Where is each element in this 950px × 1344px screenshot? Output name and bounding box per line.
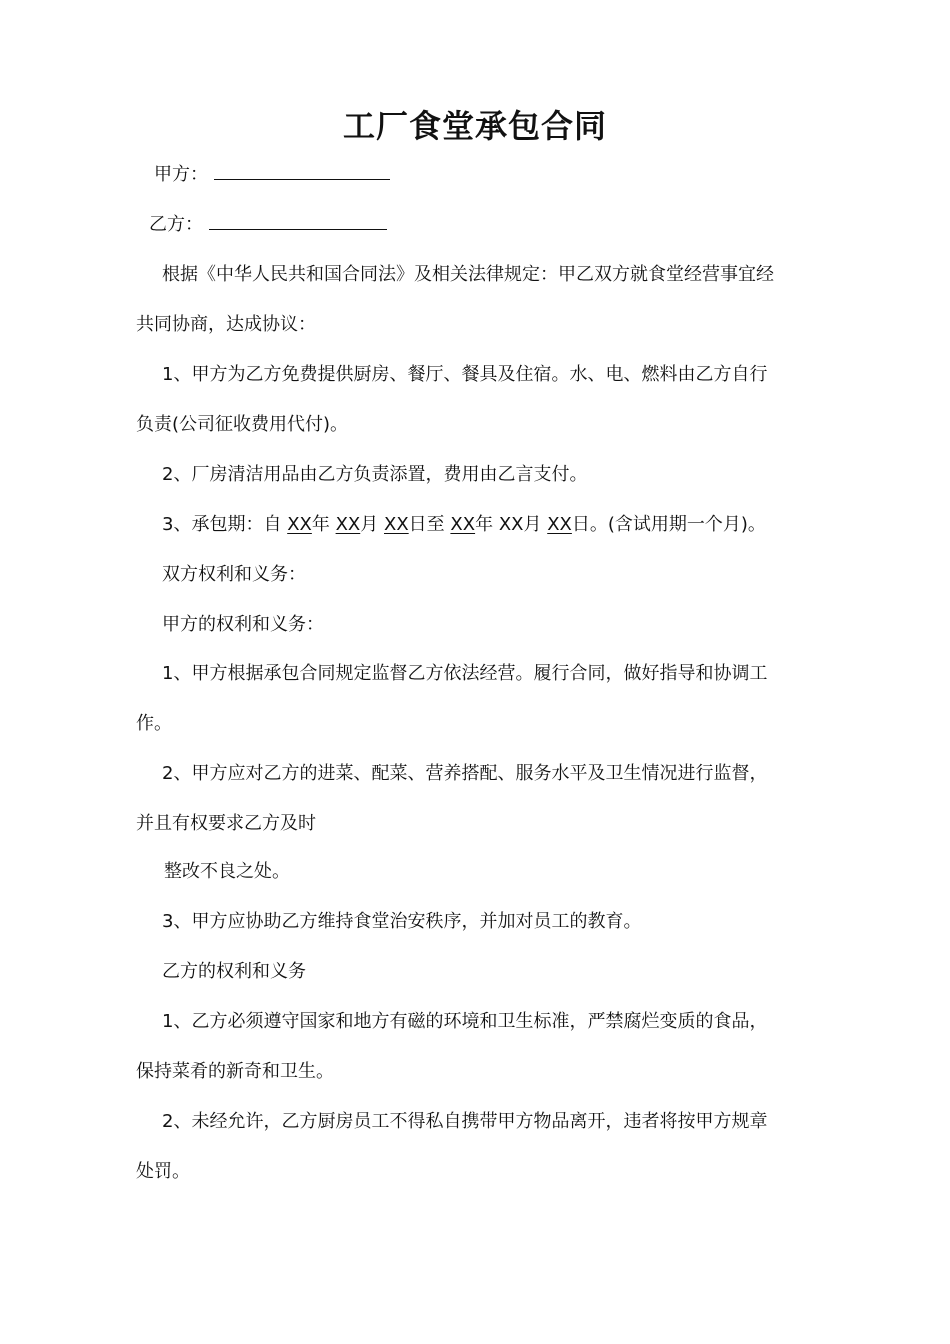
- b-item-2-line-1: 2、未经允许，乙方厨房员工不得私自携带甲方物品离开，违者将按甲方规章: [162, 1111, 768, 1132]
- month-label: 月: [360, 514, 379, 535]
- clause-3: [162, 511, 766, 539]
- party-b-line: [149, 211, 387, 239]
- month-label: 月: [523, 514, 542, 535]
- b-item-1-line-1: 1、乙方必须遵守国家和地方有磁的环境和卫生标准，严禁腐烂变质的食品，: [162, 1011, 768, 1032]
- intro-line-1: 根据《中华人民共和国合同法》及相关法律规定：甲乙双方就食堂经营事宜经: [162, 264, 774, 285]
- party-b-blank: [209, 211, 387, 230]
- a-item-2-line-1: 2、甲方应对乙方的进菜、配菜、营养搭配、服务水平及卫生情况进行监督，: [162, 763, 768, 784]
- placeholder-xx: XX: [384, 514, 409, 535]
- placeholder-xx: XX: [547, 514, 572, 535]
- placeholder-xx: XX: [335, 514, 361, 535]
- a-item-2-line-2: 并且有权要求乙方及时: [136, 813, 316, 834]
- year-label: 年: [311, 514, 330, 535]
- b-item-1-line-2: 保持菜肴的新奇和卫生。: [136, 1061, 334, 1082]
- a-item-1-line-2: 作。: [136, 713, 172, 734]
- clause-1-line-2: 负责(公司征收费用代付)。: [136, 414, 349, 435]
- a-item-2-line-3: 整改不良之处。: [164, 861, 290, 882]
- a-item-1-line-1: 1、甲方根据承包合同规定监督乙方依法经营。履行合同，做好指导和协调工: [162, 663, 768, 684]
- party-a-heading: 甲方的权利和义务：: [162, 614, 324, 635]
- clause-3-suffix: 日。(含试用期一个月)。: [571, 514, 766, 535]
- document-title: 工厂食堂承包合同: [342, 107, 607, 145]
- placeholder-xx-plain: XX: [498, 514, 524, 535]
- a-item-3: 3、甲方应协助乙方维持食堂治安秩序，并加对员工的教育。: [162, 911, 642, 932]
- clause-3-prefix: 3、承包期：自: [162, 514, 282, 535]
- party-b-heading: 乙方的权利和义务: [162, 961, 306, 982]
- clause-1-line-1: 1、甲方为乙方免费提供厨房、餐厅、餐具及住宿。水、电、燃料由乙方自行: [162, 364, 768, 385]
- party-a-blank: [214, 161, 390, 180]
- day-to-label: 日至: [408, 514, 445, 535]
- party-b-label: 乙方：: [149, 214, 203, 235]
- clause-2: 2、厂房清洁用品由乙方负责添置，费用由乙言支付。: [162, 464, 588, 485]
- party-a-label: 甲方：: [154, 164, 208, 185]
- placeholder-xx: XX: [287, 514, 312, 535]
- b-item-2-line-2: 处罚。: [136, 1161, 190, 1182]
- rights-heading: 双方权利和义务：: [162, 564, 306, 585]
- intro-line-2: 共同协商，达成协议：: [136, 314, 316, 335]
- placeholder-xx: XX: [450, 514, 476, 535]
- year-label: 年: [475, 514, 494, 535]
- party-a-line: [154, 161, 390, 189]
